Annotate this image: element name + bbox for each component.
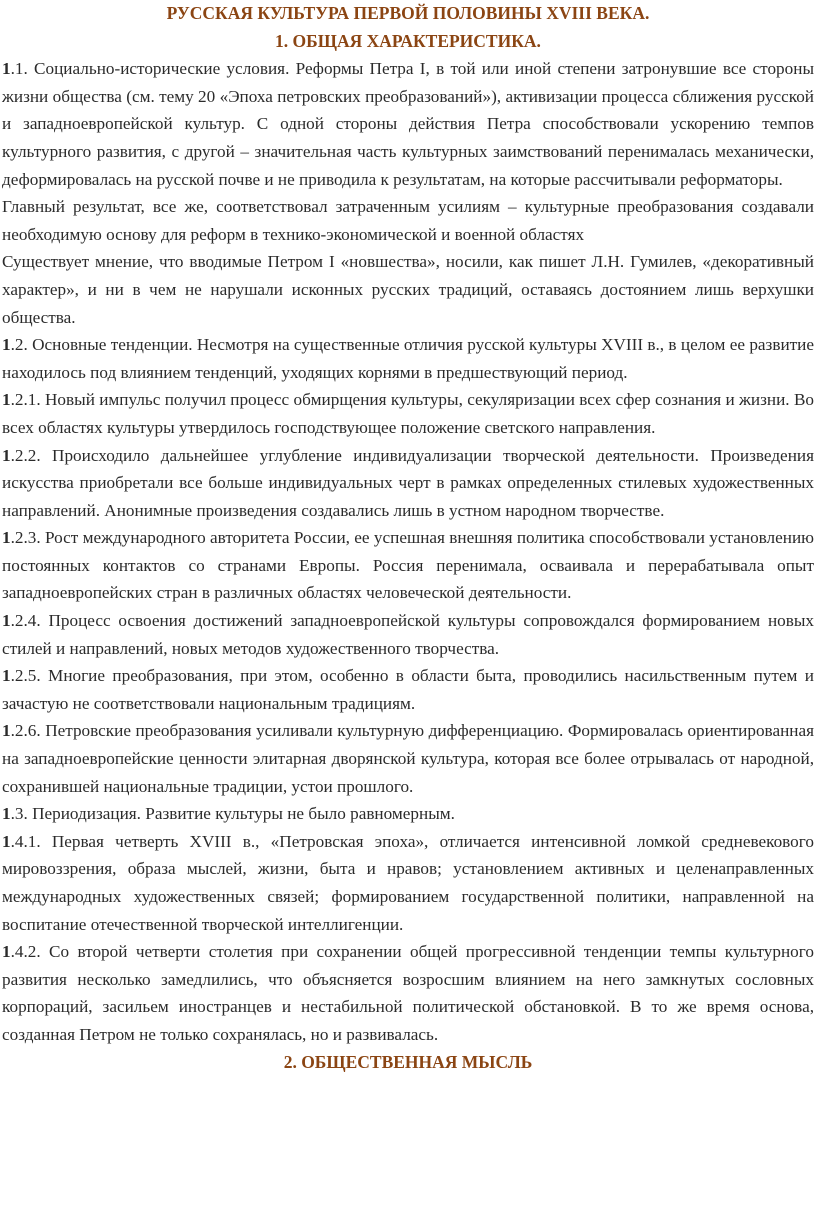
paragraph-number: 1 — [2, 528, 11, 548]
paragraph-number: 1 — [2, 942, 11, 962]
document-page — [2, 0, 814, 1076]
paragraph-text: .3. Периодизация. Развитие культуры не было равномерным. — [10, 804, 455, 824]
paragraph-1-4-1 — [2, 828, 814, 938]
section-1-heading: 1. ОБЩАЯ ХАРАКТЕРИСТИКА. — [275, 30, 541, 51]
paragraph-main-result — [2, 193, 814, 248]
paragraph-1-4-2 — [2, 938, 814, 1048]
paragraph-gumilev-opinion — [2, 248, 814, 331]
paragraph-text: .4.1. Первая четверть XVIII в., «Петровская эпоха», отличается интенсивной ломкой средневекового мировоззрения, образа мыслей, жизни, быта и нравов; установлением активных и целенаправленных международных художественных связей; формированием государственной политики, направленной на воспитание отечественной творческой интеллигенции. — [2, 831, 814, 934]
paragraph-text: .2.5. Многие преобразования, при этом, особенно в области быта, проводились насильственным путем и зачастую не соответствовали национальным традициям. — [2, 666, 814, 713]
paragraph-number: 1 — [2, 666, 11, 686]
paragraph-number: 1 — [2, 611, 11, 631]
paragraph-text: .2.1. Новый импульс получил процесс обмирщения культуры, секуляризации всех сфер сознания и жизни. Во всех областях культуры утвердилось господствующее положение светского направления. — [2, 390, 814, 437]
paragraph-1-2-1 — [2, 386, 814, 441]
paragraph-1-2-4 — [2, 607, 814, 662]
paragraph-text: .2.4. Процесс освоения достижений западноевропейской культуры сопровождался формированием новых стилей и направлений, новых методов художественного творчества. — [2, 611, 814, 658]
paragraph-1-2-6 — [2, 717, 814, 800]
paragraph-1-2-2 — [2, 442, 814, 525]
paragraph-1-2-3 — [2, 524, 814, 607]
paragraph-1-3 — [2, 800, 814, 828]
document-title: РУССКАЯ КУЛЬТУРА ПЕРВОЙ ПОЛОВИНЫ XVIII ВЕКА. — [166, 3, 650, 23]
paragraph-text: .1. Социально-исторические условия. Реформы Петра I, в той или иной степени затронувшие все стороны жизни общества (см. тему 20 «Эпоха петровских преобразований»), активизации процесса сближения русской и западноевропейской культур. С одной стороны действия Петра способствовали ускорению темпов культурного развития, с другой – значительная часть культурных заимствований перенималась механически, деформировалась на русской почве и не приводила к результатам, на которые рассчитывали реформаторы. — [2, 59, 814, 189]
paragraph-number: 1 — [2, 721, 11, 741]
paragraph-number: 1 — [2, 390, 11, 410]
paragraph-text: Главный результат, все же, соответствовал затраченным усилиям – культурные преобразования создавали необходимую основу для реформ в технико-экономической и военной областях — [2, 197, 814, 244]
paragraph-number: 1 — [2, 59, 11, 79]
paragraph-number: 1 — [2, 335, 11, 355]
paragraph-text: .2.3. Рост международного авторитета России, ее успешная внешняя политика способствовали установлению постоянных контактов со странами Европы. Россия перенимала, осваивала и перерабатывала опыт западноевропейских стран в различных областях человеческой деятельности. — [2, 528, 814, 603]
paragraph-text: .2.6. Петровские преобразования усиливали культурную дифференциацию. Формировалась ориентированная на западноевропейские ценности элитарная дворянской культура, которая все более отрывалась от народной, сохранившей национальные традиции, устои прошлого. — [2, 721, 814, 796]
paragraph-1-2-5 — [2, 662, 814, 717]
paragraph-number: 1 — [2, 804, 11, 824]
paragraph-text: .2. Основные тенденции. Несмотря на существенные отличия русской культуры XVIII в., в целом ее развитие находилось под влиянием тенденций, уходящих корнями в предшествующий период. — [2, 335, 814, 382]
paragraph-text: .2.2. Происходило дальнейшее углубление индивидуализации творческой деятельности. Произведения искусства приобретали все больше индивидуальных черт в рамках определенных стилевых художественных направлений. Анонимные произведения создавались лишь в устном народном творчестве. — [2, 445, 814, 520]
paragraph-number: 1 — [2, 831, 11, 851]
paragraph-1-2 — [2, 331, 814, 386]
paragraph-text: Существует мнение, что вводимые Петром I «новшества», носили, как пишет Л.Н. Гумилев, «декоративный характер», и ни в чем не нарушали исконных русских традиций, оставаясь достоянием лишь верхушки общества. — [2, 252, 814, 327]
paragraph-1-1 — [2, 55, 814, 193]
paragraph-number: 1 — [2, 445, 11, 465]
paragraph-text: .4.2. Со второй четверти столетия при сохранении общей прогрессивной тенденции темпы культурного развития несколько замедлились, что объясняется возросшим влиянием на него замкнутых сословных корпораций, засильем иностранцев и нестабильной политической обстановкой. В то же время основа, созданная Петром не только сохранялась, но и развивалась. — [2, 942, 814, 1044]
section-2-heading: 2. ОБЩЕСТВЕННАЯ МЫСЛЬ — [283, 1051, 533, 1072]
